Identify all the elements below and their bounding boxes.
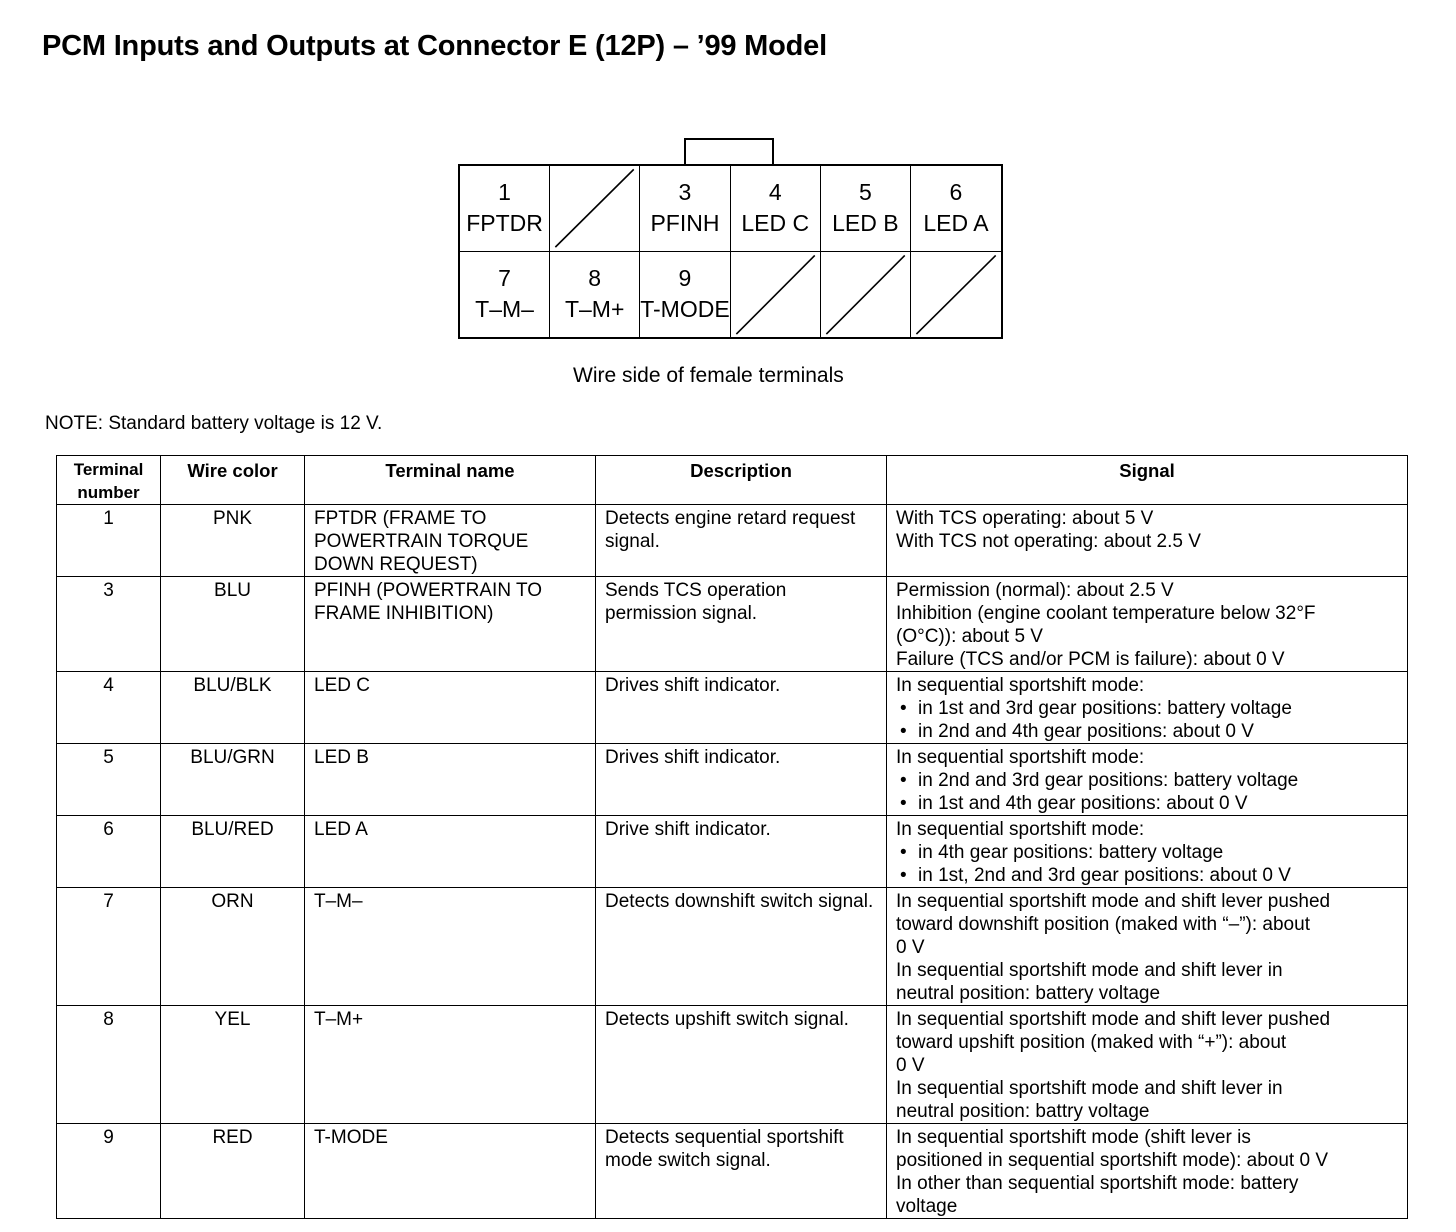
connector-pin-label: LED C xyxy=(741,210,810,237)
table-row xyxy=(57,744,1408,816)
signal-line: Failure (TCS and/or PCM is failure): about 0 V xyxy=(896,649,1285,670)
terminal-table xyxy=(56,455,1408,1219)
signal-bullet: • in 4th gear positions: battery voltage xyxy=(896,841,1398,864)
header-description: Description xyxy=(596,456,887,505)
header-wire-color: Wire color xyxy=(161,456,305,505)
connector-pin-number: 9 xyxy=(678,265,692,292)
page-title: PCM Inputs and Outputs at Connector E (12P) – ’99 Model xyxy=(42,30,827,62)
connector-pin-number: 1 xyxy=(498,179,511,206)
connector-cell xyxy=(550,252,640,338)
signal-line: In sequential sportshift mode and shift lever in xyxy=(896,1078,1283,1099)
signal-line: With TCS operating: about 5 V xyxy=(896,508,1154,529)
signal-bullet: • in 1st, 2nd and 3rd gear positions: about 0 V xyxy=(896,864,1398,887)
connector-caption: Wire side of female terminals xyxy=(573,364,844,387)
signal-line: positioned in sequential sportshift mode): about 0 V xyxy=(896,1150,1328,1171)
empty-slot-diagonal-icon xyxy=(550,166,639,251)
terminal-number-cell: 9 xyxy=(57,1124,161,1219)
connector-pin-number: 3 xyxy=(678,179,692,206)
terminal-number-cell: 8 xyxy=(57,1006,161,1124)
signal-line: toward downshift position (maked with “–”): about xyxy=(896,914,1310,935)
connector-pin-number: 5 xyxy=(858,179,872,206)
signal-line: With TCS not operating: about 2.5 V xyxy=(896,531,1201,552)
connector-cell-empty xyxy=(731,252,821,338)
table-row xyxy=(57,816,1408,888)
signal-line: In sequential sportshift mode (shift lever is xyxy=(896,1127,1251,1148)
signal-bullet: • in 2nd and 4th gear positions: about 0 V xyxy=(896,720,1398,743)
signal-line: 0 V xyxy=(896,937,925,958)
table-header-row xyxy=(57,456,1408,505)
description-cell: Drives shift indicator. xyxy=(596,672,887,744)
empty-slot-diagonal-icon xyxy=(731,252,820,338)
table-row xyxy=(57,505,1408,577)
signal-cell xyxy=(887,505,1408,577)
terminal-name-cell: T–M+ xyxy=(305,1006,596,1124)
header-signal: Signal xyxy=(887,456,1408,505)
signal-line: voltage xyxy=(896,1196,958,1217)
signal-line: (O°C)): about 5 V xyxy=(896,626,1043,647)
connector-cell xyxy=(460,166,550,252)
wire-color-cell: ORN xyxy=(161,888,305,1006)
signal-line: In sequential sportshift mode: xyxy=(896,675,1145,696)
table-row xyxy=(57,672,1408,744)
terminal-number-cell: 4 xyxy=(57,672,161,744)
connector-cell xyxy=(460,252,550,338)
connector-cell-empty xyxy=(911,252,1001,338)
signal-bullet: • in 1st and 3rd gear positions: battery voltage xyxy=(896,697,1398,720)
description-cell: Detects upshift switch signal. xyxy=(596,1006,887,1124)
wire-color-cell: YEL xyxy=(161,1006,305,1124)
signal-bullet: • in 1st and 4th gear positions: about 0 V xyxy=(896,792,1398,815)
signal-line: In sequential sportshift mode: xyxy=(896,747,1145,768)
connector-cell-empty xyxy=(821,252,911,338)
signal-line: 0 V xyxy=(896,1055,925,1076)
signal-cell xyxy=(887,888,1408,1006)
terminal-number-cell: 6 xyxy=(57,816,161,888)
connector-pin-label: PFINH xyxy=(650,210,720,237)
connector-locking-tab xyxy=(684,138,774,165)
table-row xyxy=(57,1006,1408,1124)
description-cell: Detects downshift switch signal. xyxy=(596,888,887,1006)
signal-line: In sequential sportshift mode and shift lever pushed xyxy=(896,891,1331,912)
connector-pin-number: 4 xyxy=(768,179,782,206)
connector-cell xyxy=(640,252,730,338)
terminal-number-cell: 7 xyxy=(57,888,161,1006)
terminal-name-cell: LED C xyxy=(305,672,596,744)
empty-slot-diagonal-icon xyxy=(911,252,1001,338)
signal-line: In sequential sportshift mode and shift lever pushed xyxy=(896,1009,1331,1030)
connector-pin-label: T–M– xyxy=(475,296,534,323)
table-row xyxy=(57,1124,1408,1219)
connector-pin-number: 7 xyxy=(498,265,511,292)
connector-pin-label: LED A xyxy=(923,210,989,237)
signal-line: In sequential sportshift mode and shift lever in xyxy=(896,960,1283,981)
connector-cell xyxy=(731,166,821,252)
signal-cell xyxy=(887,816,1408,888)
terminal-name-cell: T-MODE xyxy=(305,1124,596,1219)
terminal-number-cell: 5 xyxy=(57,744,161,816)
wire-color-cell: PNK xyxy=(161,505,305,577)
signal-cell xyxy=(887,744,1408,816)
signal-line: In sequential sportshift mode: xyxy=(896,819,1145,840)
signal-line: In other than sequential sportshift mode: battery xyxy=(896,1173,1299,1194)
connector-pin-label: FPTDR xyxy=(466,210,543,237)
signal-line: Inhibition (engine coolant temperature below 32°F xyxy=(896,603,1316,624)
terminal-name-cell: LED B xyxy=(305,744,596,816)
header-terminal-number: Terminal number xyxy=(57,456,161,505)
connector-cell-empty xyxy=(550,166,640,252)
description-cell: Detects sequential sportshift mode switch signal. xyxy=(596,1124,887,1219)
connector-pin-label: T–M+ xyxy=(564,296,625,323)
connector-pin-label: T-MODE xyxy=(640,296,730,323)
connector-cell xyxy=(640,166,730,252)
signal-line: neutral position: battry voltage xyxy=(896,1101,1150,1122)
wire-color-cell: RED xyxy=(161,1124,305,1219)
signal-cell xyxy=(887,672,1408,744)
table-row xyxy=(57,577,1408,672)
description-cell: Drives shift indicator. xyxy=(596,744,887,816)
connector-diagram xyxy=(458,138,1003,340)
table-row xyxy=(57,888,1408,1006)
connector-grid xyxy=(458,164,1003,339)
wire-color-cell: BLU/GRN xyxy=(161,744,305,816)
wire-color-cell: BLU/BLK xyxy=(161,672,305,744)
connector-pin-number: 8 xyxy=(588,265,602,292)
connector-pin-label: LED B xyxy=(832,210,899,237)
signal-cell xyxy=(887,1006,1408,1124)
description-cell: Detects engine retard request signal. xyxy=(596,505,887,577)
wire-color-cell: BLU xyxy=(161,577,305,672)
connector-cell xyxy=(821,166,911,252)
signal-cell xyxy=(887,577,1408,672)
description-cell: Sends TCS operation permission signal. xyxy=(596,577,887,672)
signal-bullet: • in 2nd and 3rd gear positions: battery voltage xyxy=(896,769,1398,792)
wire-color-cell: BLU/RED xyxy=(161,816,305,888)
empty-slot-diagonal-icon xyxy=(821,252,910,338)
terminal-name-cell: FPTDR (FRAME TO POWERTRAIN TORQUE DOWN REQUEST) xyxy=(305,505,596,577)
signal-line: neutral position: battery voltage xyxy=(896,983,1161,1004)
terminal-name-cell: PFINH (POWERTRAIN TO FRAME INHIBITION) xyxy=(305,577,596,672)
note-text: NOTE: Standard battery voltage is 12 V. xyxy=(45,413,383,434)
connector-cell xyxy=(911,166,1001,252)
signal-line: toward upshift position (maked with “+”): about xyxy=(896,1032,1287,1053)
terminal-name-cell: T–M– xyxy=(305,888,596,1006)
connector-pin-number: 6 xyxy=(949,179,963,206)
signal-cell xyxy=(887,1124,1408,1219)
header-terminal-name: Terminal name xyxy=(305,456,596,505)
signal-line: Permission (normal): about 2.5 V xyxy=(896,580,1174,601)
terminal-number-cell: 1 xyxy=(57,505,161,577)
terminal-number-cell: 3 xyxy=(57,577,161,672)
description-cell: Drive shift indicator. xyxy=(596,816,887,888)
terminal-name-cell: LED A xyxy=(305,816,596,888)
